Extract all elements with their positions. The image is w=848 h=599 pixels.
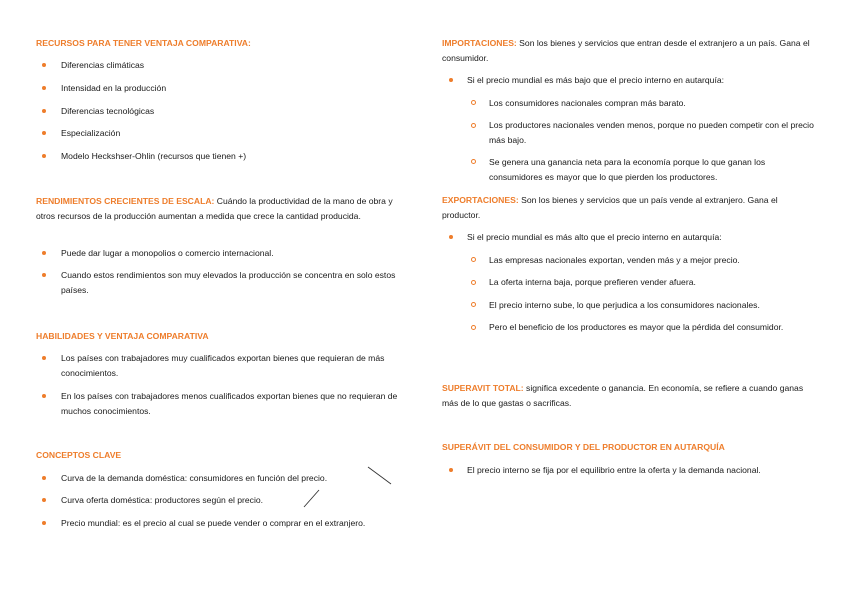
list-item: Especialización	[61, 128, 121, 138]
superavit-text: significa excedente o ganancia. En economía, se refiere a cuando ganas más de lo que gastas o sacrificas.	[442, 383, 804, 408]
sub-list-item: Los productores nacionales venden menos, porque no pueden competir con el precio más bajo.	[489, 120, 814, 145]
list-item: Curva de la demanda doméstica: consumidores en función del precio.	[61, 473, 328, 483]
exportaciones-paragraph	[442, 193, 810, 222]
list-item: En los países con trabajadores menos cualificados exportan bienes que no requieran de muchos conocimientos.	[61, 391, 398, 416]
list-item: Si el precio mundial es más alto que el precio interno en autarquía:	[467, 232, 722, 242]
list-item: Precio mundial: es el precio al cual se puede vender o comprar en el extranjero.	[61, 518, 366, 528]
sub-list-item: El precio interno sube, lo que perjudica a los consumidores nacionales.	[489, 300, 760, 310]
importaciones-paragraph	[442, 36, 810, 65]
list-item: Intensidad en la producción	[61, 83, 167, 93]
bullet-icon	[42, 273, 46, 277]
list-item: Los países con trabajadores muy cualificados exportan bienes que requieran de más conocimientos.	[61, 353, 385, 378]
exportaciones-text: Son los bienes y servicios que un país vende al extranjero. Gana el productor.	[442, 195, 778, 220]
importaciones-lead: IMPORTACIONES:	[442, 38, 517, 48]
sub-list-item: Se genera una ganancia neta para la economía porque lo que ganan los consumidores es mayor que lo que pierden los productores.	[489, 157, 766, 182]
sub-bullet-icon	[471, 159, 476, 164]
section-heading-habilidades: HABILIDADES Y VENTAJA COMPARATIVA	[36, 331, 209, 341]
sub-bullet-icon	[471, 257, 476, 262]
list-item: Diferencias climáticas	[61, 60, 145, 70]
list-item: Diferencias tecnológicas	[61, 106, 155, 116]
list-item: Curva oferta doméstica: productores según el precio.	[61, 495, 264, 505]
section-heading-consumidor: SUPERÁVIT DEL CONSUMIDOR Y DEL PRODUCTOR EN AUTARQUÍA	[442, 442, 725, 452]
rendimientos-text: Cuándo la productividad de la mano de obra y otros recursos de la producción aumentan a medida que crece la cantidad producida.	[36, 196, 393, 221]
bullet-icon	[449, 468, 453, 472]
exportaciones-lead: EXPORTACIONES:	[442, 195, 519, 205]
section-heading-conceptos: CONCEPTOS CLAVE	[36, 450, 122, 460]
bullet-icon	[42, 63, 46, 67]
demand-curve-sketch-icon	[367, 466, 393, 486]
bullet-icon	[42, 251, 46, 255]
sub-list-item: Pero el beneficio de los productores es mayor que la pérdida del consumidor.	[489, 322, 784, 332]
sub-bullet-icon	[471, 325, 476, 330]
sub-bullet-icon	[471, 302, 476, 307]
bullet-icon	[42, 109, 46, 113]
sub-list-item: Los consumidores nacionales compran más barato.	[489, 98, 686, 108]
bullet-icon	[449, 235, 453, 239]
section-heading-recursos: RECURSOS PARA TENER VENTAJA COMPARATIVA:	[36, 38, 251, 48]
sub-list-item: Las empresas nacionales exportan, venden más y a mejor precio.	[489, 255, 740, 265]
bullet-icon	[42, 476, 46, 480]
bullet-icon	[42, 521, 46, 525]
sub-bullet-icon	[471, 280, 476, 285]
superavit-paragraph	[442, 381, 810, 410]
rendimientos-lead: RENDIMIENTOS CRECIENTES DE ESCALA:	[36, 196, 215, 206]
superavit-lead: SUPERAVIT TOTAL:	[442, 383, 524, 393]
rendimientos-paragraph	[36, 194, 404, 223]
list-item: Si el precio mundial es más bajo que el precio interno en autarquía:	[467, 75, 725, 85]
sub-bullet-icon	[471, 100, 476, 105]
bullet-icon	[42, 131, 46, 135]
list-item: El precio interno se fija por el equilibrio entre la oferta y la demanda nacional.	[467, 465, 761, 475]
list-item: Cuando estos rendimientos son muy elevados la producción se concentra en solo estos países.	[61, 270, 396, 295]
list-item: Modelo Heckshser-Ohlin (recursos que tienen +)	[61, 151, 247, 161]
importaciones-text: Son los bienes y servicios que entran desde el extranjero a un país. Gana el consumidor.	[442, 38, 810, 63]
bullet-icon	[42, 394, 46, 398]
sub-bullet-icon	[471, 123, 476, 128]
bullet-icon	[42, 498, 46, 502]
bullet-icon	[449, 78, 453, 82]
bullet-icon	[42, 86, 46, 90]
sub-list-item: La oferta interna baja, porque prefieren vender afuera.	[489, 277, 696, 287]
list-item: Puede dar lugar a monopolios o comercio internacional.	[61, 248, 274, 258]
bullet-icon	[42, 356, 46, 360]
supply-curve-sketch-icon	[303, 489, 321, 509]
bullet-icon	[42, 154, 46, 158]
